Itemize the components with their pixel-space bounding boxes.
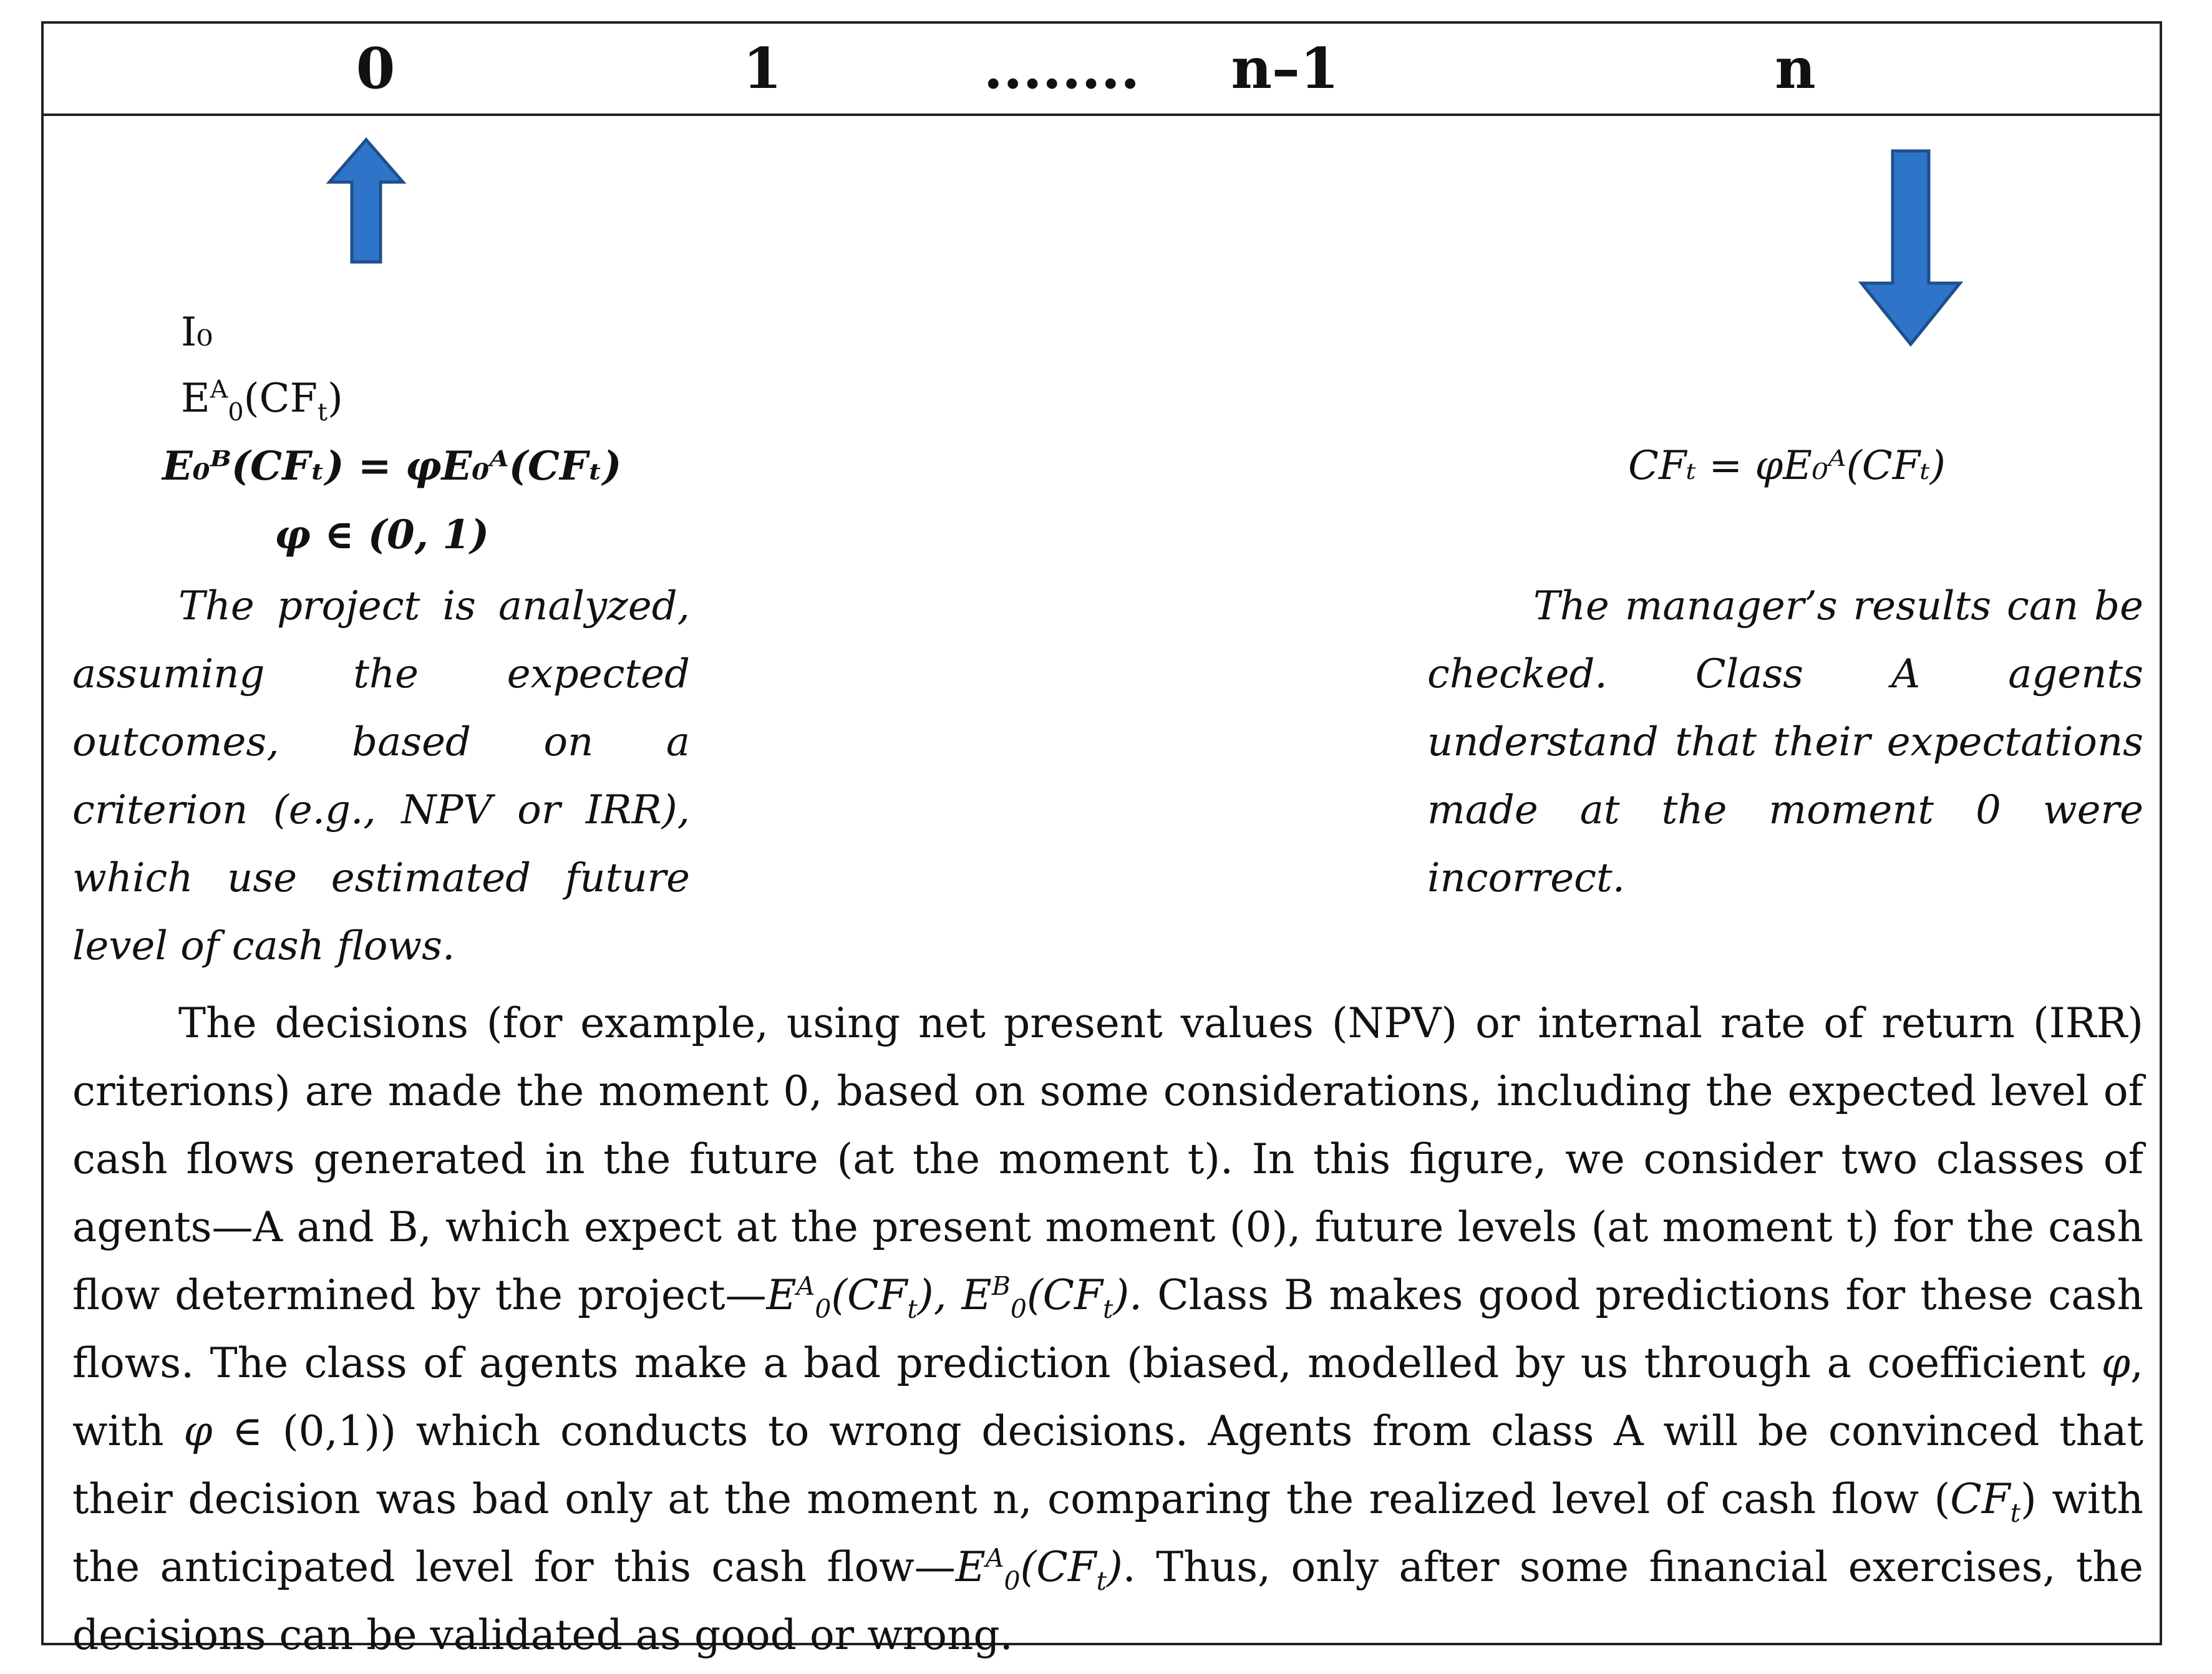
tick-1: 1	[742, 36, 782, 102]
down-arrow-icon	[1858, 148, 1964, 348]
caption-paragraph: The decisions (for example, using net present values (NPV) or internal rate of return (IRR) criterions) are made the moment 0, based on some considerations, including the expected level of cash flows generated in the future (at the moment t). In this figure, we consider two classes of agents—A and B, which expect at the present moment (0), future levels (at moment t) for the cash flow determined by the $project—E^A_0(CF_t)$, $E^B_0(CF_t)$. Class B makes good predictions for these cash flows. The class of agents make a bad prediction (biased, modelled by us through a coefficient φ, with φ ∈ (0,1)) which conducts to wrong decisions. Agents from class A will be convinced that their decision was bad only at the moment n, comparing the realized level of cash flow $(CF_t)$ with the anticipated level for this cash $flow—E^A_0(CF_t)$. Thus, only after some financial exercises, the decisions can be validated as good or wrong.	[72, 999, 2144, 1659]
timeline-header	[44, 24, 2160, 116]
figure-frame	[41, 21, 2162, 1659]
expectation-class-a: $E^A_0(CF_t)$	[181, 375, 343, 427]
expectation-a-inline: $E^A_0(CF_t)$,	[766, 1271, 947, 1325]
tick-n-minus-1: n–1	[1231, 36, 1339, 102]
formula-realized-cash-flow: CFₜ = φE₀ᴬ(CFₜ)	[1628, 443, 1946, 489]
left-description: The project is analyzed, assuming the expected outcomes, based on a criterion (e.g., NPV or IRR), which use estimated future level of cash flows.	[72, 583, 690, 969]
expectation-a-inline-2: $E^A_0(CF_t)$	[955, 1543, 1123, 1597]
initial-investment-label: I₀	[181, 309, 213, 356]
tick-0: 0	[356, 36, 395, 102]
right-description: The manager’s results can be checked. Class A agents understand that their expectations made at the moment 0 were incorrect.	[1427, 583, 2143, 901]
cash-flow-inline: $CF_t$	[1950, 1475, 2021, 1529]
up-arrow-icon	[326, 137, 407, 264]
expectation-b-inline: $E^B_0(CF_t)$.	[961, 1271, 1143, 1325]
formula-expectation-b: E₀ᴮ(CFₜ) = φE₀ᴬ(CFₜ)	[162, 443, 622, 490]
tick-ellipsis: ........	[983, 36, 1140, 102]
formula-phi-range: φ ∈ (0, 1)	[274, 511, 490, 558]
tick-n: n	[1775, 36, 1816, 102]
